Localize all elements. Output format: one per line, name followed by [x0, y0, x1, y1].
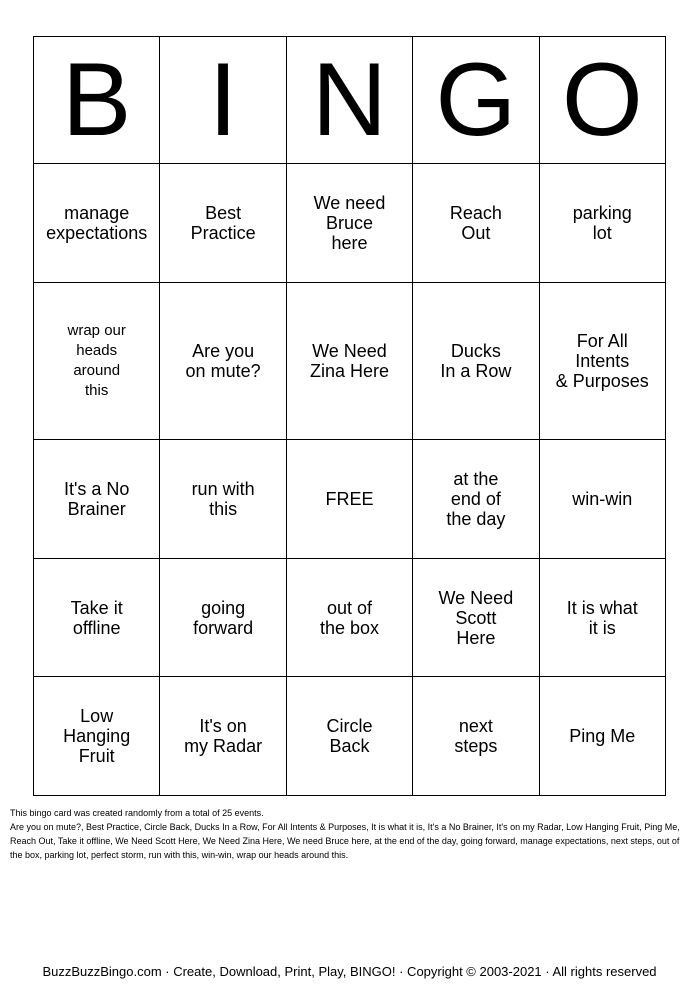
- bingo-cell: Take it offline: [34, 558, 160, 677]
- card-row: [34, 558, 666, 677]
- card-row: [34, 440, 666, 559]
- bingo-cell: It's on my Radar: [160, 677, 286, 796]
- card-row: [34, 677, 666, 796]
- bingo-cell: run with this: [160, 440, 286, 559]
- bingo-cell: Ping Me: [539, 677, 665, 796]
- bingo-cell: We Need Zina Here: [286, 282, 412, 440]
- bingo-cell: next steps: [413, 677, 539, 796]
- bingo-cell: manage expectations: [34, 164, 160, 283]
- card-row: [34, 164, 666, 283]
- bingo-cell: It is what it is: [539, 558, 665, 677]
- bingo-cell: It's a No Brainer: [34, 440, 160, 559]
- page-footer: BuzzBuzzBingo.com · Create, Download, Print, Play, BINGO! · Copyright © 2003-2021 · All rights reserved: [42, 964, 657, 979]
- bingo-cell: going forward: [160, 558, 286, 677]
- bingo-cell: Ducks In a Row: [413, 282, 539, 440]
- header-letter-b: B: [34, 37, 160, 164]
- bingo-cell: Reach Out: [413, 164, 539, 283]
- card-info: [10, 806, 690, 862]
- bingo-cell: at the end of the day: [413, 440, 539, 559]
- bingo-cell: Best Practice: [160, 164, 286, 283]
- bingo-cell: win-win: [539, 440, 665, 559]
- bingo-cell: Circle Back: [286, 677, 412, 796]
- bingo-cell: Are you on mute?: [160, 282, 286, 440]
- card-info-intro: This bingo card was created randomly from a total of 25 events.: [10, 808, 264, 818]
- card-event-list: Are you on mute?, Best Practice, Circle Back, Ducks In a Row, For All Intents & Purposes, It is what it is, It's a No Brainer, It's on my Radar, Low Hanging Fruit, Ping Me, Reach Out, Take it offline, We Need Scott Here, We Need Zina Here, We need Bruce here, at the end of the day, going forward, manage expectations, next steps, out of the box, parking lot, perfect storm, run with this, win-win, wrap our heads around this.: [10, 822, 680, 860]
- header-letter-i: I: [160, 37, 286, 164]
- header-letter-n: N: [286, 37, 412, 164]
- header-row: [34, 37, 666, 164]
- card-row: [34, 282, 666, 440]
- bingo-cell: We need Bruce here: [286, 164, 412, 283]
- bingo-cell: wrap our heads around this: [34, 282, 160, 440]
- bingo-cell: Low Hanging Fruit: [34, 677, 160, 796]
- header-letter-g: G: [413, 37, 539, 164]
- bingo-cell: parking lot: [539, 164, 665, 283]
- free-space-cell: FREE: [286, 440, 412, 559]
- bingo-cell: We Need Scott Here: [413, 558, 539, 677]
- bingo-card: [33, 36, 666, 796]
- bingo-cell: For All Intents & Purposes: [539, 282, 665, 440]
- bingo-cell: out of the box: [286, 558, 412, 677]
- header-letter-o: O: [539, 37, 665, 164]
